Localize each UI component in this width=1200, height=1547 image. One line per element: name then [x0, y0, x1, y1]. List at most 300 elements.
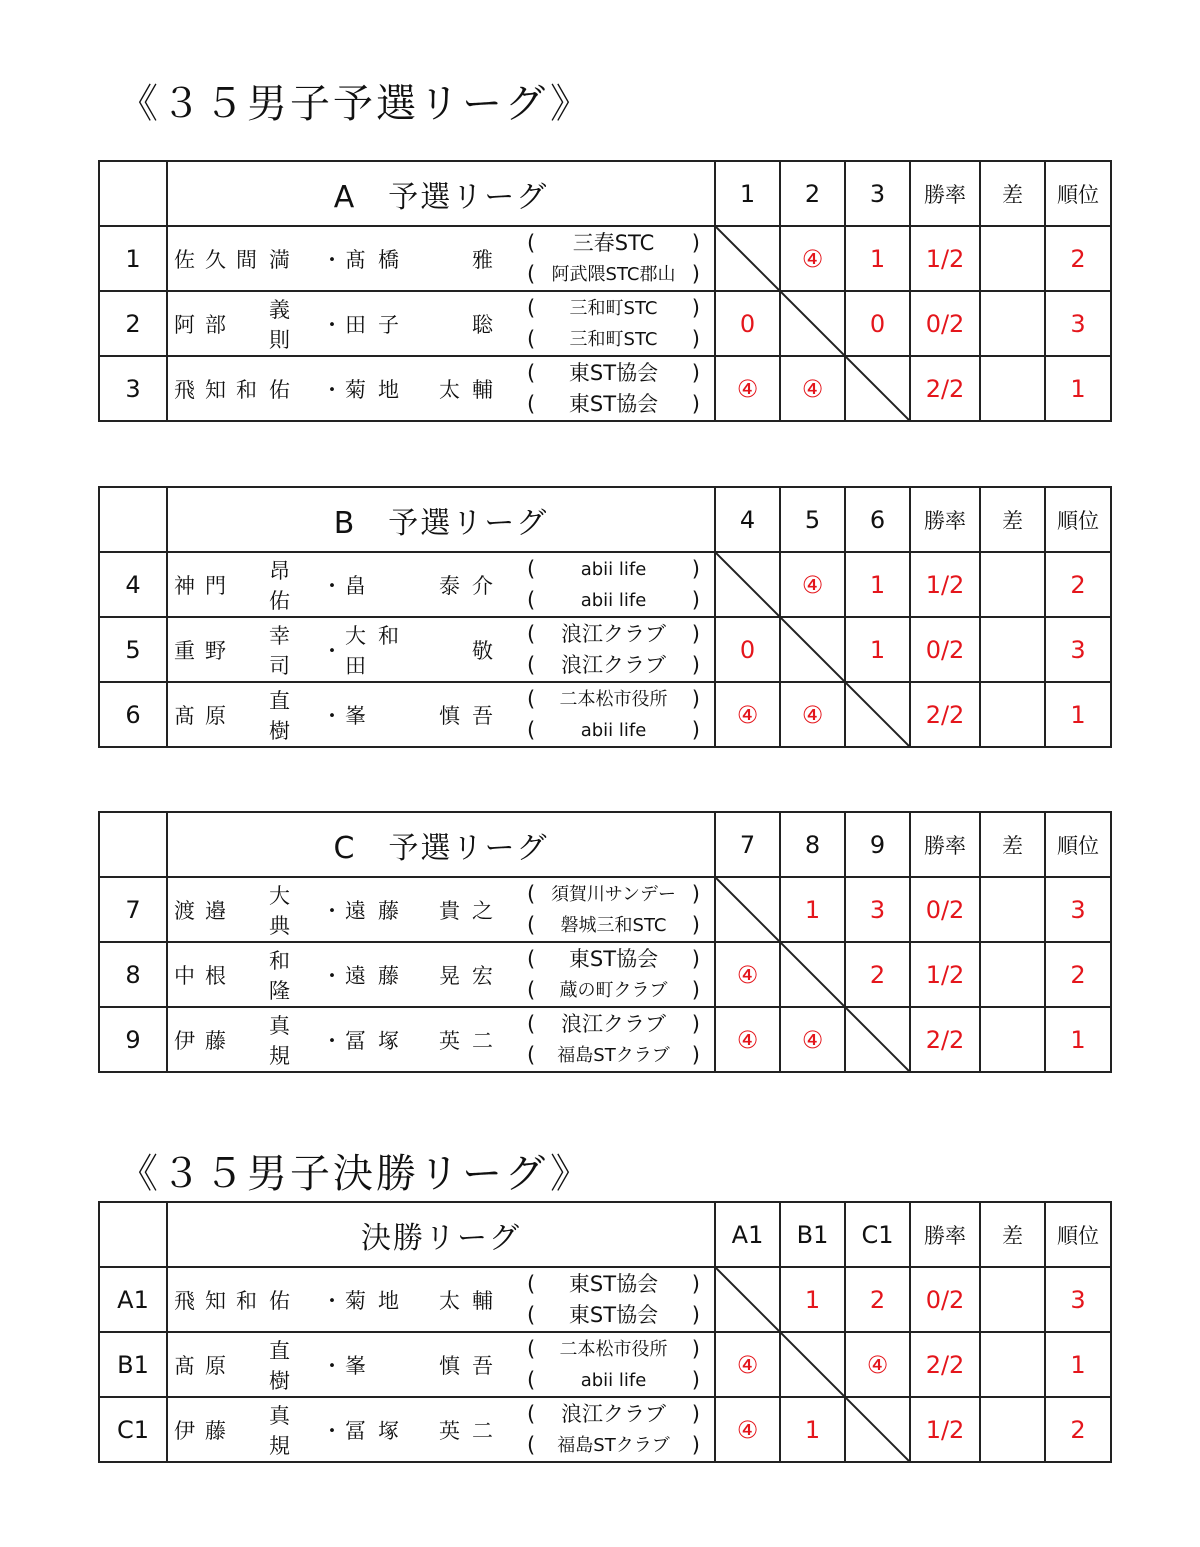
match-result: ④ — [780, 356, 845, 421]
club-name: 東ST協会 — [568, 1271, 659, 1296]
player2-family: 大和田 — [345, 623, 411, 678]
player2-given: 聡 — [472, 312, 505, 337]
player-names — [168, 945, 505, 1005]
paren-close: ) — [691, 1011, 700, 1036]
win-rate: 2/2 — [910, 356, 980, 421]
paren-close: ) — [691, 881, 700, 906]
player1-given: 直樹 — [269, 688, 296, 743]
win-rate: 0/2 — [910, 617, 980, 682]
separator-dot: ・ — [321, 1288, 343, 1313]
paren-open: ( — [527, 912, 536, 937]
entry-cell — [167, 1332, 715, 1397]
paren-close: ) — [691, 587, 700, 612]
player-names — [168, 555, 505, 615]
player2-family: 遠藤 — [345, 898, 411, 923]
club-line — [509, 293, 714, 324]
match-result: ④ — [715, 1007, 780, 1072]
diagonal-cell — [780, 942, 845, 1007]
club-name: 二本松市役所 — [559, 1338, 668, 1360]
final-title: 《３５男子決勝リーグ》 — [118, 1151, 593, 1197]
club-line — [509, 1009, 714, 1040]
rank-header: 順位 — [1045, 1202, 1111, 1267]
paren-open: ( — [527, 230, 536, 255]
paren-close: ) — [691, 1336, 700, 1361]
player1-family: 伊藤 — [174, 1418, 236, 1443]
entry-number: B1 — [99, 1332, 167, 1397]
diagonal-cell — [845, 682, 910, 747]
header-row — [99, 1202, 1111, 1267]
player1-family: 佐久間 — [174, 247, 267, 272]
player2-family: 菊地 — [345, 1288, 411, 1313]
club-name: 浪江クラブ — [561, 1011, 666, 1036]
diagonal-cell — [845, 1397, 910, 1462]
corner-cell — [99, 812, 167, 877]
player2-given: 雅 — [472, 247, 505, 272]
club-line — [509, 585, 714, 616]
paren-open: ( — [527, 1432, 536, 1457]
paren-open: ( — [527, 881, 536, 906]
club-line — [509, 650, 714, 681]
win-rate: 1/2 — [910, 942, 980, 1007]
rank-header: 順位 — [1045, 487, 1111, 552]
club-name: 東ST協会 — [568, 946, 659, 971]
club-name: 三和町STC — [569, 328, 658, 350]
club-name: abii life — [580, 589, 647, 611]
player2-family: 菊地 — [345, 377, 411, 402]
match-result: ④ — [715, 942, 780, 1007]
column-header: 2 — [780, 161, 845, 226]
match-result: 1 — [845, 552, 910, 617]
player2-given: 英二 — [439, 1418, 505, 1443]
club-line — [509, 975, 714, 1006]
separator-dot: ・ — [321, 1418, 343, 1443]
club-name: abii life — [580, 719, 647, 741]
paren-close: ) — [691, 912, 700, 937]
entry-number: 6 — [99, 682, 167, 747]
club-line — [509, 228, 714, 259]
table-row — [99, 1267, 1111, 1332]
club-name: 二本松市役所 — [559, 688, 668, 710]
paren-close: ) — [691, 717, 700, 742]
paren-open: ( — [527, 1042, 536, 1067]
player-names — [168, 685, 505, 745]
rank-header: 順位 — [1045, 812, 1111, 877]
rank-value: 2 — [1045, 226, 1111, 291]
player1-given: 真規 — [269, 1013, 296, 1068]
paren-open: ( — [527, 1011, 536, 1036]
match-result: ④ — [715, 682, 780, 747]
player1-family: 阿部 — [174, 312, 236, 337]
club-names — [509, 1334, 714, 1396]
entry-cell — [167, 226, 715, 291]
win-rate: 2/2 — [910, 682, 980, 747]
table-row — [99, 942, 1111, 1007]
paren-open: ( — [527, 556, 536, 581]
player-names — [168, 620, 505, 680]
match-result: ④ — [780, 682, 845, 747]
player1-given: 和隆 — [269, 948, 296, 1003]
club-names — [509, 879, 714, 941]
rank-header: 順位 — [1045, 161, 1111, 226]
player1-family: 髙原 — [174, 703, 236, 728]
paren-open: ( — [527, 1302, 536, 1327]
player2-family: 冨塚 — [345, 1028, 411, 1053]
paren-open: ( — [527, 946, 536, 971]
paren-open: ( — [527, 1367, 536, 1392]
paren-close: ) — [691, 946, 700, 971]
entry-number: C1 — [99, 1397, 167, 1462]
paren-close: ) — [691, 295, 700, 320]
paren-close: ) — [691, 391, 700, 416]
paren-open: ( — [527, 587, 536, 612]
club-name: 須賀川サンデー — [550, 883, 677, 905]
diff-value — [980, 291, 1045, 356]
league-table — [98, 811, 1112, 1073]
player-names — [168, 1010, 505, 1070]
player1-given: 満 — [269, 247, 296, 272]
player1-family: 飛知和 — [174, 377, 267, 402]
paren-close: ) — [691, 652, 700, 677]
club-name: 三春STC — [572, 230, 655, 255]
entry-number: 5 — [99, 617, 167, 682]
paren-open: ( — [527, 326, 536, 351]
separator-dot: ・ — [321, 1353, 343, 1378]
diagonal-cell — [780, 1332, 845, 1397]
paren-close: ) — [691, 686, 700, 711]
diff-header: 差 — [980, 161, 1045, 226]
player-names — [168, 1400, 505, 1460]
match-result: 0 — [715, 617, 780, 682]
player2-family: 冨塚 — [345, 1418, 411, 1443]
player1-family: 渡邉 — [174, 898, 236, 923]
diagonal-cell — [845, 356, 910, 421]
paren-open: ( — [527, 360, 536, 385]
rank-value: 2 — [1045, 942, 1111, 1007]
win-rate: 0/2 — [910, 877, 980, 942]
paren-open: ( — [527, 977, 536, 1002]
paren-open: ( — [527, 652, 536, 677]
win-rate: 1/2 — [910, 226, 980, 291]
player2-given: 晃宏 — [439, 963, 505, 988]
rank-value: 1 — [1045, 682, 1111, 747]
player1-given: 直樹 — [269, 1338, 296, 1393]
club-names — [509, 554, 714, 616]
paren-close: ) — [691, 977, 700, 1002]
separator-dot: ・ — [321, 247, 343, 272]
table-row — [99, 291, 1111, 356]
player1-given: 真規 — [269, 1403, 296, 1458]
header-row — [99, 161, 1111, 226]
club-line — [509, 259, 714, 290]
entry-number: 3 — [99, 356, 167, 421]
entry-number: 4 — [99, 552, 167, 617]
column-header: 3 — [845, 161, 910, 226]
column-header: 1 — [715, 161, 780, 226]
paren-open: ( — [527, 295, 536, 320]
player1-family: 重野 — [174, 638, 236, 663]
win-rate: 1/2 — [910, 552, 980, 617]
player-names — [168, 1285, 505, 1315]
column-header: 7 — [715, 812, 780, 877]
match-result: 1 — [845, 617, 910, 682]
entry-cell — [167, 291, 715, 356]
club-line — [509, 1269, 714, 1300]
diff-value — [980, 682, 1045, 747]
diagonal-cell — [780, 291, 845, 356]
match-result: 1 — [780, 877, 845, 942]
paren-close: ) — [691, 621, 700, 646]
corner-cell — [99, 1202, 167, 1267]
player-names — [168, 374, 505, 404]
club-line — [509, 715, 714, 746]
win-rate: 0/2 — [910, 291, 980, 356]
paren-close: ) — [691, 1432, 700, 1457]
player2-given: 太輔 — [439, 1288, 505, 1313]
paren-close: ) — [691, 1271, 700, 1296]
paren-open: ( — [527, 1271, 536, 1296]
corner-cell — [99, 487, 167, 552]
entry-number: 7 — [99, 877, 167, 942]
diagonal-cell — [715, 877, 780, 942]
club-line — [509, 684, 714, 715]
club-name: 三和町STC — [569, 297, 658, 319]
player2-given: 貴之 — [439, 898, 505, 923]
paren-open: ( — [527, 686, 536, 711]
paren-close: ) — [691, 261, 700, 286]
club-line — [509, 910, 714, 941]
player2-given: 英二 — [439, 1028, 505, 1053]
club-name: abii life — [580, 1369, 647, 1391]
diff-value — [980, 877, 1045, 942]
club-names — [509, 1009, 714, 1071]
column-header: 9 — [845, 812, 910, 877]
header-row — [99, 487, 1111, 552]
entry-cell — [167, 552, 715, 617]
diff-value — [980, 1332, 1045, 1397]
player1-given: 大典 — [269, 883, 296, 938]
club-line — [509, 619, 714, 650]
player1-given: 幸司 — [269, 623, 296, 678]
separator-dot: ・ — [321, 377, 343, 402]
club-line — [509, 1040, 714, 1071]
entry-number: A1 — [99, 1267, 167, 1332]
separator-dot: ・ — [321, 1028, 343, 1053]
club-names — [509, 619, 714, 681]
diagonal-cell — [845, 1007, 910, 1072]
rate-header: 勝率 — [910, 487, 980, 552]
rank-value: 3 — [1045, 1267, 1111, 1332]
club-line — [509, 1334, 714, 1365]
paren-close: ) — [691, 326, 700, 351]
match-result: 2 — [845, 1267, 910, 1332]
match-result: ④ — [780, 552, 845, 617]
paren-open: ( — [527, 1401, 536, 1426]
rank-value: 1 — [1045, 1007, 1111, 1072]
club-name: 東ST協会 — [568, 1302, 659, 1327]
win-rate: 2/2 — [910, 1332, 980, 1397]
diff-header: 差 — [980, 812, 1045, 877]
separator-dot: ・ — [321, 638, 343, 663]
paren-open: ( — [527, 717, 536, 742]
column-header: A1 — [715, 1202, 780, 1267]
rate-header: 勝率 — [910, 1202, 980, 1267]
rank-value: 1 — [1045, 356, 1111, 421]
rate-header: 勝率 — [910, 161, 980, 226]
separator-dot: ・ — [321, 573, 343, 598]
entry-cell — [167, 617, 715, 682]
player1-family: 飛知和 — [174, 1288, 267, 1313]
match-result: 0 — [715, 291, 780, 356]
player1-family: 髙原 — [174, 1353, 236, 1378]
paren-close: ) — [691, 230, 700, 255]
table-row — [99, 226, 1111, 291]
paren-close: ) — [691, 556, 700, 581]
club-line — [509, 358, 714, 389]
match-result: ④ — [715, 356, 780, 421]
club-names — [509, 228, 714, 290]
league-name: 決勝リーグ — [167, 1202, 715, 1267]
club-line — [509, 1300, 714, 1331]
entry-number: 2 — [99, 291, 167, 356]
player2-given: 太輔 — [439, 377, 505, 402]
separator-dot: ・ — [321, 703, 343, 728]
paren-close: ) — [691, 360, 700, 385]
column-header: 8 — [780, 812, 845, 877]
match-result: 2 — [845, 942, 910, 1007]
column-header: C1 — [845, 1202, 910, 1267]
player2-given: 慎吾 — [439, 1353, 505, 1378]
diff-value — [980, 1267, 1045, 1332]
match-result: 1 — [845, 226, 910, 291]
rate-header: 勝率 — [910, 812, 980, 877]
club-name: 阿武隈STC郡山 — [551, 263, 676, 285]
separator-dot: ・ — [321, 898, 343, 923]
prelim-title: 《３５男子予選リーグ》 — [118, 81, 593, 127]
rank-value: 2 — [1045, 552, 1111, 617]
club-line — [509, 389, 714, 420]
match-result: ④ — [715, 1332, 780, 1397]
club-line — [509, 879, 714, 910]
player1-family: 中根 — [174, 963, 236, 988]
club-name: abii life — [580, 558, 647, 580]
separator-dot: ・ — [321, 312, 343, 337]
table-row — [99, 617, 1111, 682]
separator-dot: ・ — [321, 963, 343, 988]
club-line — [509, 1399, 714, 1430]
player2-family: 峯 — [345, 1353, 378, 1378]
club-name: 浪江クラブ — [561, 652, 666, 677]
entry-cell — [167, 1007, 715, 1072]
league-name: B 予選リーグ — [167, 487, 715, 552]
column-header: 6 — [845, 487, 910, 552]
paren-close: ) — [691, 1042, 700, 1067]
table-row — [99, 1007, 1111, 1072]
player-names — [168, 880, 505, 940]
league-name: C 予選リーグ — [167, 812, 715, 877]
player1-given: 佑 — [269, 1288, 296, 1313]
entry-cell — [167, 1267, 715, 1332]
paren-open: ( — [527, 1336, 536, 1361]
match-result: ④ — [845, 1332, 910, 1397]
league-table — [98, 1201, 1112, 1463]
paren-open: ( — [527, 621, 536, 646]
club-names — [509, 684, 714, 746]
column-header: 5 — [780, 487, 845, 552]
table-row — [99, 1397, 1111, 1462]
diagonal-cell — [780, 617, 845, 682]
player-names — [168, 1335, 505, 1395]
table-row — [99, 552, 1111, 617]
paren-close: ) — [691, 1302, 700, 1327]
club-name: 浪江クラブ — [561, 621, 666, 646]
diff-value — [980, 356, 1045, 421]
club-line — [509, 1430, 714, 1461]
player2-given: 泰介 — [439, 573, 505, 598]
column-header: 4 — [715, 487, 780, 552]
header-row — [99, 812, 1111, 877]
player1-family: 神門 — [174, 573, 236, 598]
match-result: 3 — [845, 877, 910, 942]
table-row — [99, 682, 1111, 747]
entry-number: 8 — [99, 942, 167, 1007]
rank-value: 3 — [1045, 617, 1111, 682]
rank-value: 2 — [1045, 1397, 1111, 1462]
player2-family: 髙橋 — [345, 247, 411, 272]
player2-given: 慎吾 — [439, 703, 505, 728]
rank-value: 1 — [1045, 1332, 1111, 1397]
club-name: 福島STクラブ — [557, 1434, 670, 1456]
entry-cell — [167, 1397, 715, 1462]
diagonal-cell — [715, 226, 780, 291]
player1-family: 伊藤 — [174, 1028, 236, 1053]
club-line — [509, 944, 714, 975]
diff-value — [980, 226, 1045, 291]
player1-given: 義則 — [269, 297, 296, 352]
match-result: 1 — [780, 1397, 845, 1462]
player2-family: 畠 — [345, 573, 378, 598]
league-table — [98, 160, 1112, 422]
paren-open: ( — [527, 261, 536, 286]
club-names — [509, 1399, 714, 1461]
diff-value — [980, 617, 1045, 682]
club-line — [509, 554, 714, 585]
win-rate: 2/2 — [910, 1007, 980, 1072]
win-rate: 1/2 — [910, 1397, 980, 1462]
win-rate: 0/2 — [910, 1267, 980, 1332]
player2-family: 田子 — [345, 312, 411, 337]
club-names — [509, 944, 714, 1006]
paren-open: ( — [527, 391, 536, 416]
club-name: 浪江クラブ — [561, 1401, 666, 1426]
player2-family: 峯 — [345, 703, 378, 728]
club-name: 東ST協会 — [568, 391, 659, 416]
entry-cell — [167, 942, 715, 1007]
club-name: 東ST協会 — [568, 360, 659, 385]
club-name: 磐城三和STC — [560, 914, 667, 936]
diff-value — [980, 1397, 1045, 1462]
diff-header: 差 — [980, 487, 1045, 552]
entry-cell — [167, 682, 715, 747]
club-name: 蔵の町クラブ — [559, 979, 668, 1001]
club-names — [509, 293, 714, 355]
match-result: ④ — [715, 1397, 780, 1462]
diff-value — [980, 1007, 1045, 1072]
corner-cell — [99, 161, 167, 226]
match-result: ④ — [780, 226, 845, 291]
diagonal-cell — [715, 1267, 780, 1332]
paren-close: ) — [691, 1367, 700, 1392]
diff-header: 差 — [980, 1202, 1045, 1267]
